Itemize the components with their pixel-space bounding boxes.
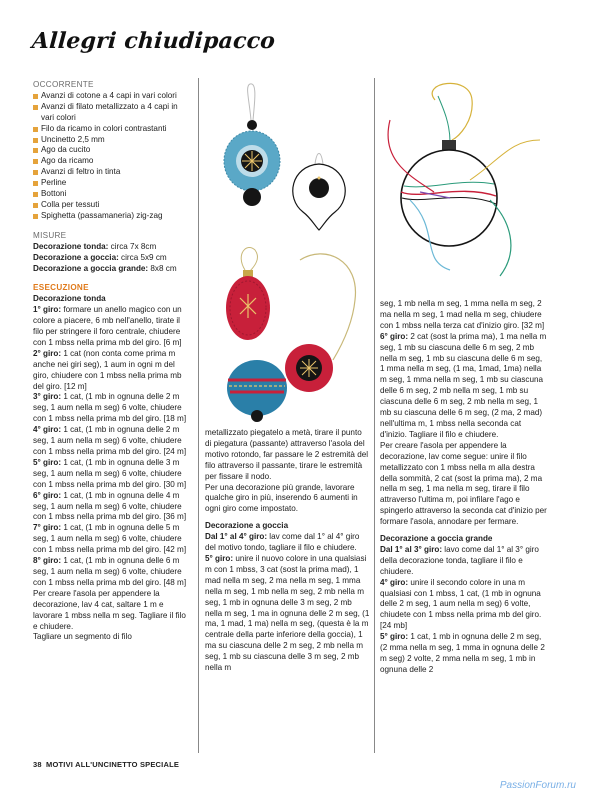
instruction-text: unire il secondo colore in una m qualsiasi con 1 mbss, 1 cat, (1 mb in ognuna delle 2 m seg, 1 aum nella m seg) 6 volte, chiudete con 1 mbss nella prima mb del giro. [24 mb] <box>380 577 542 631</box>
publication-name: MOTIVI ALL'UNCINETTO SPECIALE <box>46 760 180 769</box>
goccia-heading: Decorazione a goccia <box>205 521 289 531</box>
occorrente-list <box>33 91 191 222</box>
round-label: 5° giro: <box>205 553 234 563</box>
goccia-grande-heading: Decorazione a goccia grande <box>380 534 493 544</box>
round-label: 6° giro: <box>33 490 62 500</box>
instruction-paragraph <box>33 349 191 393</box>
instruction-text: metallizzato piegatelo a metà, tirare il punto di piegatura (passante) attraverso l'asola del motivo rotondo, far passare le 2 estremità del filo attraverso il passante, tirare le estremità per fissare il nodo. <box>205 428 369 481</box>
goccia-instructions-cont <box>380 299 548 528</box>
photo-red-blue-ornaments <box>205 240 370 430</box>
tonda-heading: Decorazione tonda <box>33 294 106 304</box>
instruction-text: formare un anello magico con un colore a piacere, 6 mb nell'anello, tirate il filo per stringere il foro centrale, chiudere con 1 mbss nella prima mb del giro. [6 m] <box>33 305 182 347</box>
measure-label: Decorazione tonda: <box>33 241 109 251</box>
round-label: 6° giro: <box>380 331 409 341</box>
measure-row <box>33 242 191 253</box>
instruction-paragraph <box>380 441 548 528</box>
round-label: Dal 1° al 4° giro: <box>205 532 268 542</box>
goccia-grande-instructions <box>380 545 548 676</box>
round-label: 1° giro: <box>33 305 62 315</box>
material-item: Avanzi di filato metallizzato a 4 capi in vari colori <box>33 102 191 124</box>
instruction-paragraph <box>380 299 548 332</box>
instruction-text: 1 cat, (1 mb in ognuna delle 4 m seg, 1 aum nella m seg) 6 volte, chiudere con 1 mbss nella prima mb del giro. [36 m] <box>33 490 187 522</box>
material-item: Filo da ricamo in colori contrastanti <box>33 124 191 135</box>
instruction-paragraph <box>33 425 191 458</box>
material-item: Ago da ricamo <box>33 156 191 167</box>
photo-wire-ornament <box>380 80 548 280</box>
instruction-text: Per creare l'asola per appendere la decorazione, lav come segue: unire il filo metallizzato con 1 mbss nella m alla destra della sommità, 2 cat (sost la prima ma), 2 ma nella m seg, 1 ma nella m seg, tirare il filo attraverso l'ultima m, poi infilare l'ago e spingerlo attraverso la seconda cat d'inizio per formare l'asola, annodare per fermare. <box>380 440 547 527</box>
instruction-paragraph <box>205 428 370 483</box>
photo-teal-black-ornaments <box>205 80 370 235</box>
instruction-text: Per creare l'asola per appendere la decorazione, lav 4 cat, saltare 1 m e lavorare 1 mbss nella m seg. Tagliare il filo e chiudere. <box>33 588 186 631</box>
instruction-text: 1 cat, (1 mb in ognuna delle 6 m seg, 1 aum nella m seg) 6 volte, chiudere con 1 mbss nella prima mb del giro. [48 m] <box>33 556 187 587</box>
instruction-text: Tagliare un segmento di filo <box>33 632 132 642</box>
instruction-paragraph <box>33 556 191 589</box>
round-label: 4° giro: <box>380 577 409 587</box>
measure-value: circa 7x 8cm <box>108 241 157 251</box>
material-item: Avanzi di cotone a 4 capi in vari colori <box>33 91 191 102</box>
instruction-text: unire il nuovo colore in una qualsiasi m con 1 mbss, 3 cat (sost la prima mad), 1 mad nella m seg, 2 ma nella m seg, 1 mma nella m seg, 1 mb nella m seg, 2 mb nella m seg, 1 mb in ognuna delle 3 m seg, 2 mb nella m seg, 1 ma in ognuna delle 2 m seg, (1 ma, 1 mad, 1 ma) nella m seg, (questa è la m centrale della parte inferiore della goccia), 1 ma su ciascuna delle 2 m seg, 2 mb nella m seg, 1 mb su ciascuna delle 3 m seg, 2 mb nella m <box>205 553 370 673</box>
material-item: Bottoni <box>33 189 191 200</box>
material-item: Uncinetto 2,5 mm <box>33 135 191 146</box>
tonda-instructions <box>33 305 191 643</box>
instruction-paragraph <box>33 491 191 524</box>
esecuzione-heading: ESECUZIONE <box>33 283 89 293</box>
instruction-text: lavo come dal 1° al 3° giro della decorazione tonda, tagliare il filo e chiudere. <box>380 544 539 576</box>
instruction-paragraph <box>205 532 370 554</box>
instruction-paragraph <box>33 305 191 349</box>
column-divider <box>198 78 199 753</box>
instruction-text: lav come dal 1° al 4° giro del motivo tondo, tagliare il filo e chiudere. <box>205 532 360 553</box>
round-label: Dal 1° al 3° giro: <box>380 544 443 554</box>
instruction-paragraph <box>380 332 548 441</box>
page-number: 38 <box>33 760 42 769</box>
round-label: 8° giro: <box>33 556 62 566</box>
round-label: 7° giro: <box>33 523 62 533</box>
instruction-text: 2 cat (sost la prima ma), 1 ma nella m seg, 1 mb su ciascuna delle 6 m seg, 2 mb nella m seg, 1 mb su ciascuna delle 6 m seg, 1 mma nella m seg, (1 ma, 1mad, 1ma) nella m seg, 1 mma nella m seg, 1 mb su ciascuna delle 6 m seg, 2 mb nella m seg, 1 mb su ciascuna delle 6 m seg, 2 mb nella m seg, 1 mb su ciascuna delle 6 m seg, (2 ma, 2 mad) nell'ultima m, 1 mbss nella seconda cat d'inizio. Tagliare il filo e chiudere. <box>380 331 547 439</box>
column-divider <box>374 78 375 753</box>
material-item: Avanzi di feltro in tinta <box>33 167 191 178</box>
round-label: 5° giro: <box>33 457 62 467</box>
instruction-paragraph <box>205 483 370 516</box>
instruction-paragraph <box>380 545 548 578</box>
material-item: Ago da cucito <box>33 145 191 156</box>
column-3 <box>380 299 548 676</box>
goccia-instructions <box>205 532 370 674</box>
misure-heading: MISURE <box>33 230 67 240</box>
instruction-text: seg, 1 mb nella m seg, 1 mma nella m seg, 2 ma nella m seg, 1 mad nella m seg, chiudere con 1 mbss nella terza cat d'inizio giro. [32 m] <box>380 299 545 330</box>
instruction-paragraph <box>33 523 191 556</box>
column-2 <box>205 428 370 674</box>
measure-value: 8x8 cm <box>148 263 177 273</box>
material-item: Perline <box>33 178 191 189</box>
instruction-text: 1 cat (non conta come prima m anche nei giri seg), 1 aum in ogni m del giro, chiudere con 1 mbss nella prima mb del giro. [12 m] <box>33 348 182 391</box>
round-label: 4° giro: <box>33 425 62 435</box>
instruction-text: 1 cat, (1 mb in ognuna delle 3 m seg, 1 aum nella m seg) 6 volte, chiudere con 1 mbss nella prima mb del giro. [30 m] <box>33 457 187 489</box>
instruction-paragraph <box>380 578 548 633</box>
instruction-text: 1 cat, (1 mb in ognuna delle 2 m seg, 1 aum nella m seg) 6 volte, chiudere con 1 mbss nella prima mb del giro. [24 m] <box>33 425 187 456</box>
instruction-paragraph <box>380 632 548 676</box>
instruction-text: Per una decorazione più grande, lavorare qualche giro in più, inserendo 6 aumenti in ogni giro come impostato. <box>205 482 358 514</box>
round-label: 2° giro: <box>33 348 62 358</box>
column-1 <box>33 80 191 643</box>
measure-row <box>33 264 191 275</box>
material-item: Spighetta (passamaneria) zig-zag <box>33 211 191 222</box>
instruction-paragraph <box>33 632 191 643</box>
measure-row <box>33 253 191 264</box>
instruction-paragraph <box>33 392 191 425</box>
occorrente-heading: OCCORRENTE <box>33 80 94 89</box>
watermark: PassionForum.ru <box>499 780 576 791</box>
instruction-text: 1 cat, (1 mb in ognuna delle 5 m seg, 1 aum nella m seg) 6 volte, chiudere con 1 mbss nella prima mb del giro. [42 m] <box>33 523 187 555</box>
instruction-text: 1 cat, (1 mb in ognuna delle 2 m seg, 1 aum nella m seg) 6 volte, chiudere con 1 mbss nella prima mb del giro. [18 m] <box>33 392 187 424</box>
instruction-paragraph <box>33 458 191 491</box>
measure-label: Decorazione a goccia: <box>33 252 119 262</box>
page-title: Allegri chiudipacco <box>31 28 277 54</box>
instruction-paragraph <box>205 554 370 674</box>
tonda-instructions-cont <box>205 428 370 515</box>
instruction-text: 1 cat, 1 mb in ognuna delle 2 m seg, (2 mma nella m seg, 1 mma in ognuna delle 2 m seg) 2 volte, 2 mma nella m seg, 1 mb in ognuna delle 2 <box>380 632 545 674</box>
round-label: 3° giro: <box>33 392 62 402</box>
material-item: Colla per tessuti <box>33 200 191 211</box>
page-footer <box>33 760 179 769</box>
instruction-paragraph <box>33 589 191 633</box>
measure-value: circa 5x9 cm <box>118 252 167 262</box>
round-label: 5° giro: <box>380 632 409 642</box>
misure-list <box>33 242 191 275</box>
measure-label: Decorazione a goccia grande: <box>33 263 149 273</box>
